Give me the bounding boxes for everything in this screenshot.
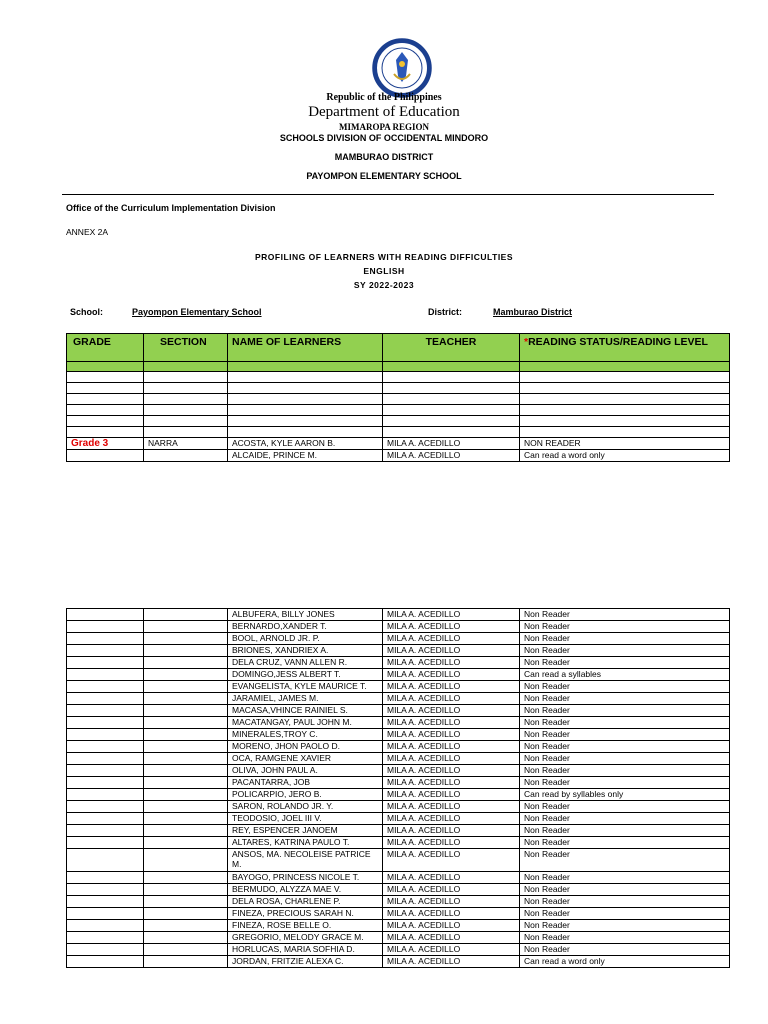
section-cell — [144, 789, 228, 801]
table-row — [67, 884, 730, 896]
name-cell: TEODOSIO, JOEL III V. — [228, 813, 383, 825]
blank-row — [67, 394, 730, 405]
teacher-cell: MILA A. ACEDILLO — [383, 669, 520, 681]
section-cell — [144, 741, 228, 753]
name-cell: JORDAN, FRITZIE ALEXA C. — [228, 956, 383, 968]
status-cell: Non Reader — [520, 765, 730, 777]
name-cell: DELA CRUZ, VANN ALLEN R. — [228, 657, 383, 669]
name-cell: BERMUDO, ALYZZA MAE V. — [228, 884, 383, 896]
table-row — [67, 609, 730, 621]
name-cell: MORENO, JHON PAOLO D. — [228, 741, 383, 753]
name-cell: FINEZA, ROSE BELLE O. — [228, 920, 383, 932]
school-label: School: — [70, 307, 103, 317]
division-line: SCHOOLS DIVISION OF OCCIDENTAL MINDORO — [279, 133, 489, 143]
blank-row — [67, 405, 730, 416]
section-cell — [144, 657, 228, 669]
district-label: District: — [428, 307, 463, 317]
grade-cell — [67, 956, 144, 968]
name-cell: ALBUFERA, BILLY JONES — [228, 609, 383, 621]
section-cell — [144, 681, 228, 693]
school-year-line: SY 2022-2023 — [353, 280, 415, 290]
name-cell: BERNARDO,XANDER T. — [228, 621, 383, 633]
teacher-cell: MILA A. ACEDILLO — [383, 789, 520, 801]
table-row — [67, 729, 730, 741]
department-title: Department of Education — [308, 104, 460, 120]
teacher-cell: MILA A. ACEDILLO — [383, 849, 520, 872]
section-cell — [144, 669, 228, 681]
teacher-cell: MILA A. ACEDILLO — [383, 872, 520, 884]
table-row — [67, 944, 730, 956]
status-cell: Non Reader — [520, 813, 730, 825]
status-cell: Can read a word only — [520, 450, 730, 462]
name-cell: GREGORIO, MELODY GRACE M. — [228, 932, 383, 944]
teacher-cell: MILA A. ACEDILLO — [383, 633, 520, 645]
blank-row — [67, 372, 730, 383]
name-cell: OCA, RAMGENE XAVIER — [228, 753, 383, 765]
name-cell: DOMINGO,JESS ALBERT T. — [228, 669, 383, 681]
header-reading-status — [520, 334, 730, 362]
teacher-cell: MILA A. ACEDILLO — [383, 681, 520, 693]
grade-cell — [67, 825, 144, 837]
grade-cell — [67, 657, 144, 669]
status-cell: Non Reader — [520, 944, 730, 956]
section-cell — [144, 729, 228, 741]
teacher-cell: MILA A. ACEDILLO — [383, 450, 520, 462]
status-cell: Non Reader — [520, 633, 730, 645]
table-row — [67, 633, 730, 645]
teacher-cell: MILA A. ACEDILLO — [383, 908, 520, 920]
name-cell: REY, ESPENCER JANOEM — [228, 825, 383, 837]
section-cell — [144, 825, 228, 837]
table-row — [67, 741, 730, 753]
header-name: NAME OF LEARNERS — [228, 334, 383, 362]
grade-cell — [67, 896, 144, 908]
grade-cell — [67, 645, 144, 657]
learners-table-body — [67, 609, 730, 968]
section-cell — [144, 884, 228, 896]
section-cell — [144, 920, 228, 932]
teacher-cell: MILA A. ACEDILLO — [383, 944, 520, 956]
grade-cell — [67, 872, 144, 884]
status-cell: Non Reader — [520, 729, 730, 741]
grade-cell — [67, 450, 144, 462]
teacher-cell: MILA A. ACEDILLO — [383, 609, 520, 621]
republic-line: Republic of the Philippines — [326, 92, 442, 103]
grade-cell: Grade 3 — [67, 438, 144, 450]
table-row — [67, 693, 730, 705]
status-cell: Non Reader — [520, 884, 730, 896]
section-cell — [144, 609, 228, 621]
header-section: SECTION — [144, 334, 228, 362]
section-cell — [144, 908, 228, 920]
name-cell: BOOL, ARNOLD JR. P. — [228, 633, 383, 645]
teacher-cell: MILA A. ACEDILLO — [383, 896, 520, 908]
table-row — [67, 681, 730, 693]
table-row — [67, 837, 730, 849]
status-cell: Non Reader — [520, 657, 730, 669]
grade-cell — [67, 621, 144, 633]
grade-cell — [67, 789, 144, 801]
status-cell: Non Reader — [520, 753, 730, 765]
name-cell: ANSOS, MA. NECOLEISE PATRICE M. — [228, 849, 383, 872]
status-cell: Non Reader — [520, 609, 730, 621]
name-cell: ALTARES, KATRINA PAULO T. — [228, 837, 383, 849]
table-row — [67, 872, 730, 884]
grade-cell — [67, 920, 144, 932]
table-row — [67, 753, 730, 765]
region-line: MIMAROPA REGION — [338, 122, 430, 132]
name-cell: MACASA,VHINCE RAINIEL S. — [228, 705, 383, 717]
teacher-cell: MILA A. ACEDILLO — [383, 825, 520, 837]
grade-cell — [67, 669, 144, 681]
section-cell: NARRA — [144, 438, 228, 450]
status-cell: Non Reader — [520, 693, 730, 705]
name-cell: EVANGELISTA, KYLE MAURICE T. — [228, 681, 383, 693]
grade-cell — [67, 681, 144, 693]
table-row — [67, 825, 730, 837]
name-cell: POLICARPIO, JERO B. — [228, 789, 383, 801]
section-cell — [144, 944, 228, 956]
table-row — [67, 896, 730, 908]
teacher-cell: MILA A. ACEDILLO — [383, 932, 520, 944]
header-reading-status-label: READING STATUS/READING LEVEL — [528, 336, 708, 348]
table-row — [67, 801, 730, 813]
section-cell — [144, 693, 228, 705]
name-cell: JARAMIEL, JAMES M. — [228, 693, 383, 705]
table-header-row — [67, 334, 730, 362]
status-cell: Non Reader — [520, 872, 730, 884]
asterisk-mark: * — [524, 336, 529, 348]
green-spacer-row — [67, 362, 730, 372]
table-row — [67, 932, 730, 944]
table-row — [67, 438, 730, 450]
name-cell: MACATANGAY, PAUL JOHN M. — [228, 717, 383, 729]
table-row — [67, 765, 730, 777]
header-divider — [62, 194, 714, 195]
teacher-cell: MILA A. ACEDILLO — [383, 837, 520, 849]
section-cell — [144, 705, 228, 717]
name-cell: ACOSTA, KYLE AARON B. — [228, 438, 383, 450]
school-line: PAYOMPON ELEMENTARY SCHOOL — [306, 171, 462, 181]
grade-cell — [67, 693, 144, 705]
teacher-cell: MILA A. ACEDILLO — [383, 645, 520, 657]
status-cell: Non Reader — [520, 681, 730, 693]
section-cell — [144, 645, 228, 657]
section-cell — [144, 801, 228, 813]
teacher-cell: MILA A. ACEDILLO — [383, 438, 520, 450]
table-row — [67, 789, 730, 801]
name-cell: MINERALES,TROY C. — [228, 729, 383, 741]
name-cell: FINEZA, PRECIOUS SARAH N. — [228, 908, 383, 920]
grade-cell — [67, 932, 144, 944]
name-cell: OLIVA, JOHN PAUL A. — [228, 765, 383, 777]
table-row — [67, 621, 730, 633]
teacher-cell: MILA A. ACEDILLO — [383, 753, 520, 765]
teacher-cell: MILA A. ACEDILLO — [383, 705, 520, 717]
name-cell: PACANTARRA, JOB — [228, 777, 383, 789]
teacher-cell: MILA A. ACEDILLO — [383, 884, 520, 896]
table-row — [67, 777, 730, 789]
status-cell: Non Reader — [520, 741, 730, 753]
grade-cell — [67, 837, 144, 849]
teacher-cell: MILA A. ACEDILLO — [383, 777, 520, 789]
section-cell — [144, 450, 228, 462]
table-row — [67, 849, 730, 872]
annex-label: ANNEX 2A — [66, 227, 109, 237]
status-cell: Can read a word only — [520, 956, 730, 968]
teacher-cell: MILA A. ACEDILLO — [383, 801, 520, 813]
table-row — [67, 657, 730, 669]
status-cell: NON READER — [520, 438, 730, 450]
blank-row — [67, 383, 730, 394]
name-cell: DELA ROSA, CHARLENE P. — [228, 896, 383, 908]
name-cell: ALCAIDE, PRINCE M. — [228, 450, 383, 462]
grade-cell — [67, 944, 144, 956]
table-row — [67, 813, 730, 825]
status-cell: Non Reader — [520, 849, 730, 872]
subject-line: ENGLISH — [363, 266, 405, 276]
grade-cell — [67, 753, 144, 765]
status-cell: Non Reader — [520, 896, 730, 908]
table-row — [67, 705, 730, 717]
teacher-cell: MILA A. ACEDILLO — [383, 765, 520, 777]
header-grade: GRADE — [67, 334, 144, 362]
teacher-cell: MILA A. ACEDILLO — [383, 741, 520, 753]
status-cell: Non Reader — [520, 645, 730, 657]
section-cell — [144, 837, 228, 849]
grade-cell — [67, 633, 144, 645]
teacher-cell: MILA A. ACEDILLO — [383, 621, 520, 633]
name-cell: HORLUCAS, MARIA SOFHIA D. — [228, 944, 383, 956]
header-teacher: TEACHER — [383, 334, 520, 362]
table-row — [67, 908, 730, 920]
status-cell: Non Reader — [520, 837, 730, 849]
table-row — [67, 956, 730, 968]
teacher-cell: MILA A. ACEDILLO — [383, 920, 520, 932]
section-cell — [144, 753, 228, 765]
section-cell — [144, 932, 228, 944]
grade-cell — [67, 729, 144, 741]
teacher-cell: MILA A. ACEDILLO — [383, 717, 520, 729]
section-cell — [144, 765, 228, 777]
table-row — [67, 450, 730, 462]
section-cell — [144, 849, 228, 872]
grade-cell — [67, 717, 144, 729]
status-cell: Non Reader — [520, 908, 730, 920]
teacher-cell: MILA A. ACEDILLO — [383, 813, 520, 825]
grade-cell — [67, 609, 144, 621]
district-line: MAMBURAO DISTRICT — [334, 152, 434, 162]
blank-row — [67, 416, 730, 427]
section-cell — [144, 633, 228, 645]
grade-cell — [67, 801, 144, 813]
status-cell: Can read by syllables only — [520, 789, 730, 801]
section-cell — [144, 896, 228, 908]
grade-cell — [67, 777, 144, 789]
status-cell: Non Reader — [520, 801, 730, 813]
teacher-cell: MILA A. ACEDILLO — [383, 729, 520, 741]
learners-table-top — [66, 333, 730, 462]
table-row — [67, 645, 730, 657]
section-cell — [144, 717, 228, 729]
table-row — [67, 717, 730, 729]
deped-seal-icon — [372, 38, 432, 98]
status-cell: Non Reader — [520, 621, 730, 633]
status-cell: Non Reader — [520, 932, 730, 944]
status-cell: Can read a syllables — [520, 669, 730, 681]
district-value: Mamburao District — [493, 307, 573, 317]
section-cell — [144, 813, 228, 825]
status-cell: Non Reader — [520, 717, 730, 729]
teacher-cell: MILA A. ACEDILLO — [383, 693, 520, 705]
grade-cell — [67, 741, 144, 753]
grade-cell — [67, 705, 144, 717]
grade-cell — [67, 813, 144, 825]
teacher-cell: MILA A. ACEDILLO — [383, 657, 520, 669]
grade-cell — [67, 849, 144, 872]
grade-cell — [67, 884, 144, 896]
section-cell — [144, 777, 228, 789]
grade-cell — [67, 908, 144, 920]
section-cell — [144, 956, 228, 968]
grade-cell — [67, 765, 144, 777]
office-line: Office of the Curriculum Implementation Division — [66, 203, 276, 213]
status-cell: Non Reader — [520, 920, 730, 932]
learners-table-bottom — [66, 608, 730, 968]
table-row — [67, 669, 730, 681]
name-cell: BRIONES, XANDRIEX A. — [228, 645, 383, 657]
status-cell: Non Reader — [520, 777, 730, 789]
section-cell — [144, 621, 228, 633]
document-title: PROFILING OF LEARNERS WITH READING DIFFICULTIES — [254, 252, 514, 262]
status-cell: Non Reader — [520, 705, 730, 717]
table-row — [67, 920, 730, 932]
teacher-cell: MILA A. ACEDILLO — [383, 956, 520, 968]
name-cell: BAYOGO, PRINCESS NICOLE T. — [228, 872, 383, 884]
status-cell: Non Reader — [520, 825, 730, 837]
name-cell: SARON, ROLANDO JR. Y. — [228, 801, 383, 813]
section-cell — [144, 872, 228, 884]
blank-row — [67, 427, 730, 438]
school-value: Payompon Elementary School — [132, 307, 262, 317]
